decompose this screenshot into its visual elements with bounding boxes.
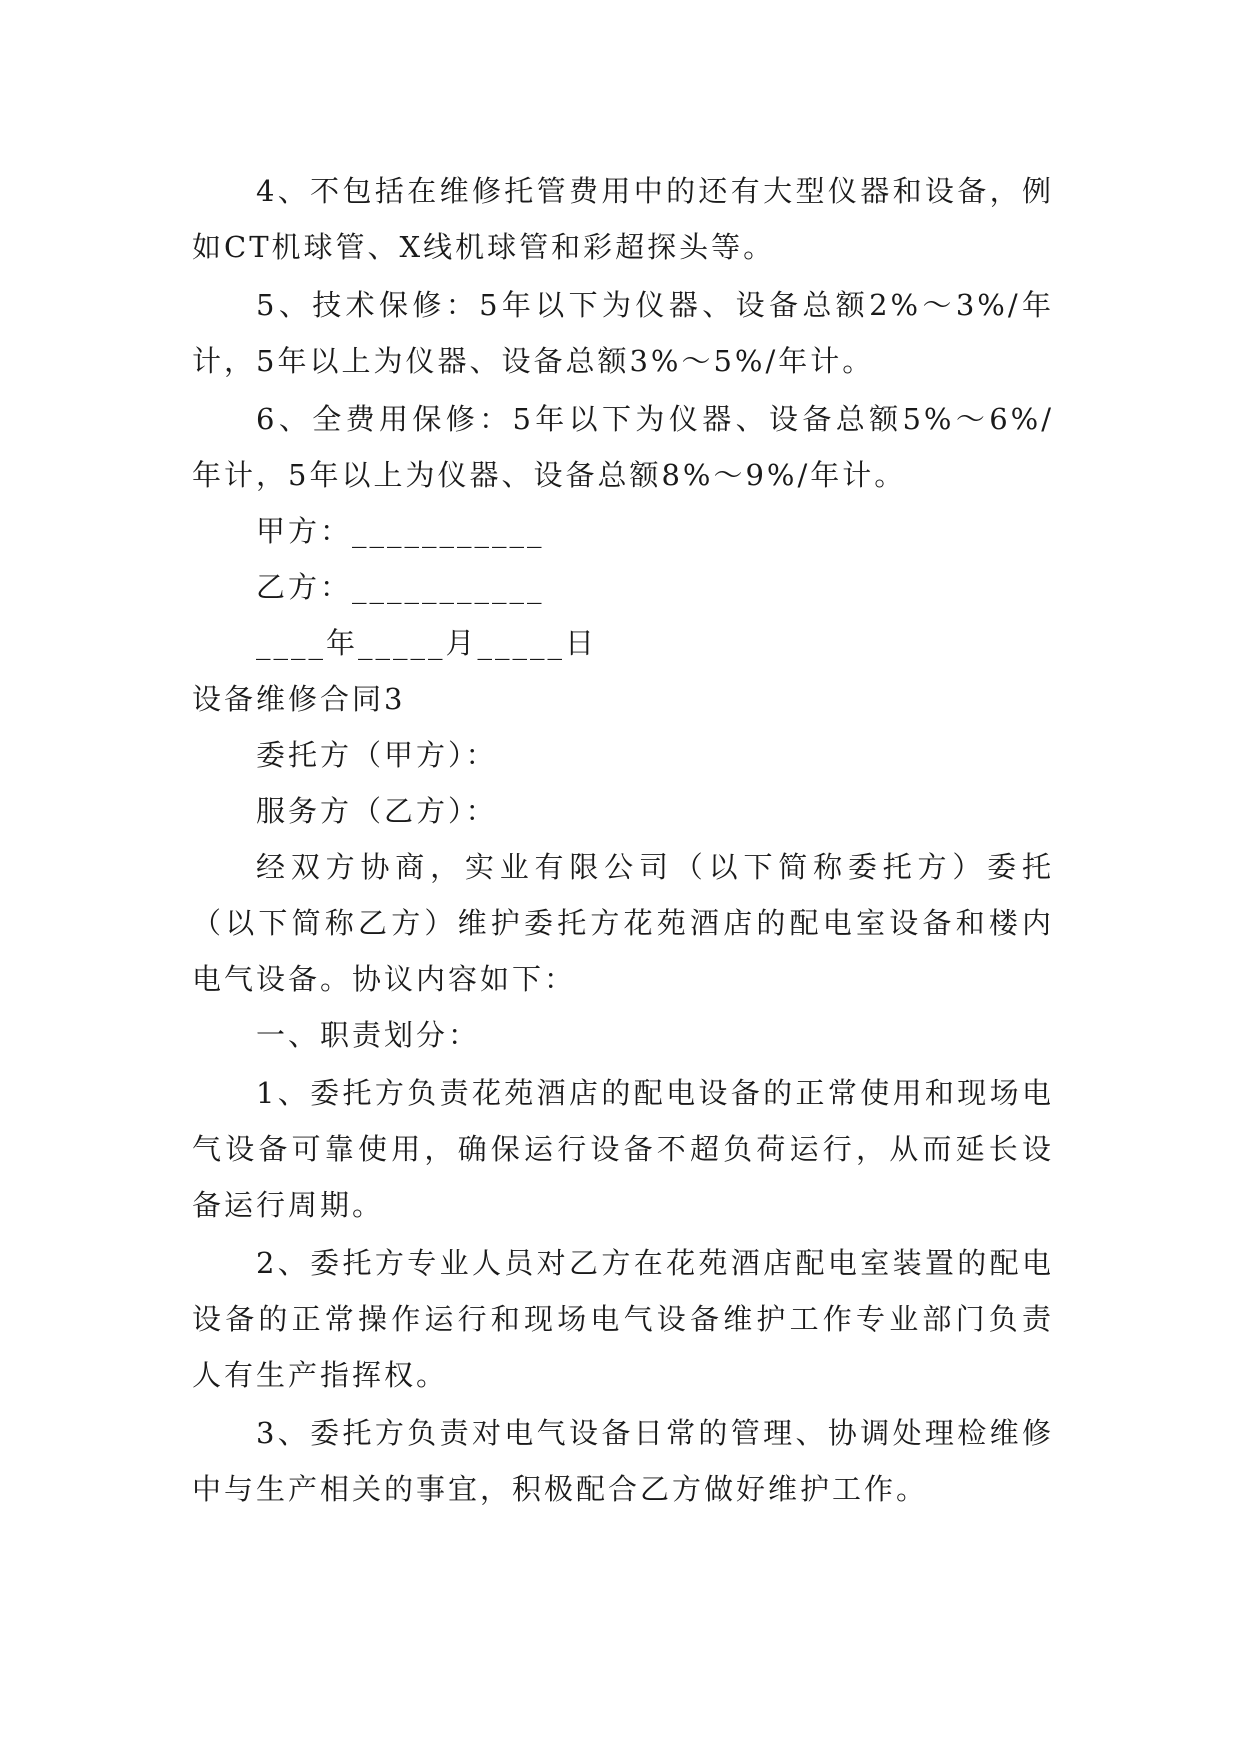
responsibility-item-1: 1、委托方负责花苑酒店的配电设备的正常使用和现场电气设备可靠使用，确保运行设备不超负荷运行，从而延长设备运行周期。 — [192, 1076, 1054, 1222]
date-line: ____年_____月_____日 — [256, 626, 598, 660]
responsibility-item-2: 2、委托方专业人员对乙方在花苑酒店配电室装置的配电设备的正常操作运行和现场电气设备维护工作专业部门负责人有生产指挥权。 — [192, 1246, 1054, 1392]
paragraph-item-6: 6、全费用保修：5年以下为仪器、设备总额5%～6%/年计，5年以上为仪器、设备总额8%～9%/年计。 — [192, 402, 1054, 492]
responsibility-item-3: 3、委托方负责对电气设备日常的管理、协调处理检维修中与生产相关的事宜，积极配合乙方做好维护工作。 — [192, 1416, 1054, 1506]
service-party-label: 服务方（乙方）： — [256, 794, 498, 828]
agreement-intro: 经双方协商，实业有限公司（以下简称委托方）委托（以下简称乙方）维护委托方花苑酒店的配电室设备和楼内电气设备。协议内容如下： — [192, 850, 1054, 996]
paragraph-item-4: 4、不包括在维修托管费用中的还有大型仪器和设备，例如CT机球管、X线机球管和彩超探头等。 — [192, 174, 1054, 264]
document-body — [192, 163, 1054, 1517]
contract-title: 设备维修合同3 — [192, 682, 406, 716]
paragraph-item-5: 5、技术保修：5年以下为仪器、设备总额2%～3%/年计，5年以上为仪器、设备总额3%～5%/年计。 — [192, 288, 1054, 378]
party-a-signature-line: 甲方：___________ — [256, 514, 545, 548]
party-b-signature-line: 乙方：___________ — [256, 570, 545, 604]
client-party-label: 委托方（甲方）： — [256, 738, 498, 772]
section-heading-responsibilities: 一、职责划分： — [256, 1018, 481, 1052]
